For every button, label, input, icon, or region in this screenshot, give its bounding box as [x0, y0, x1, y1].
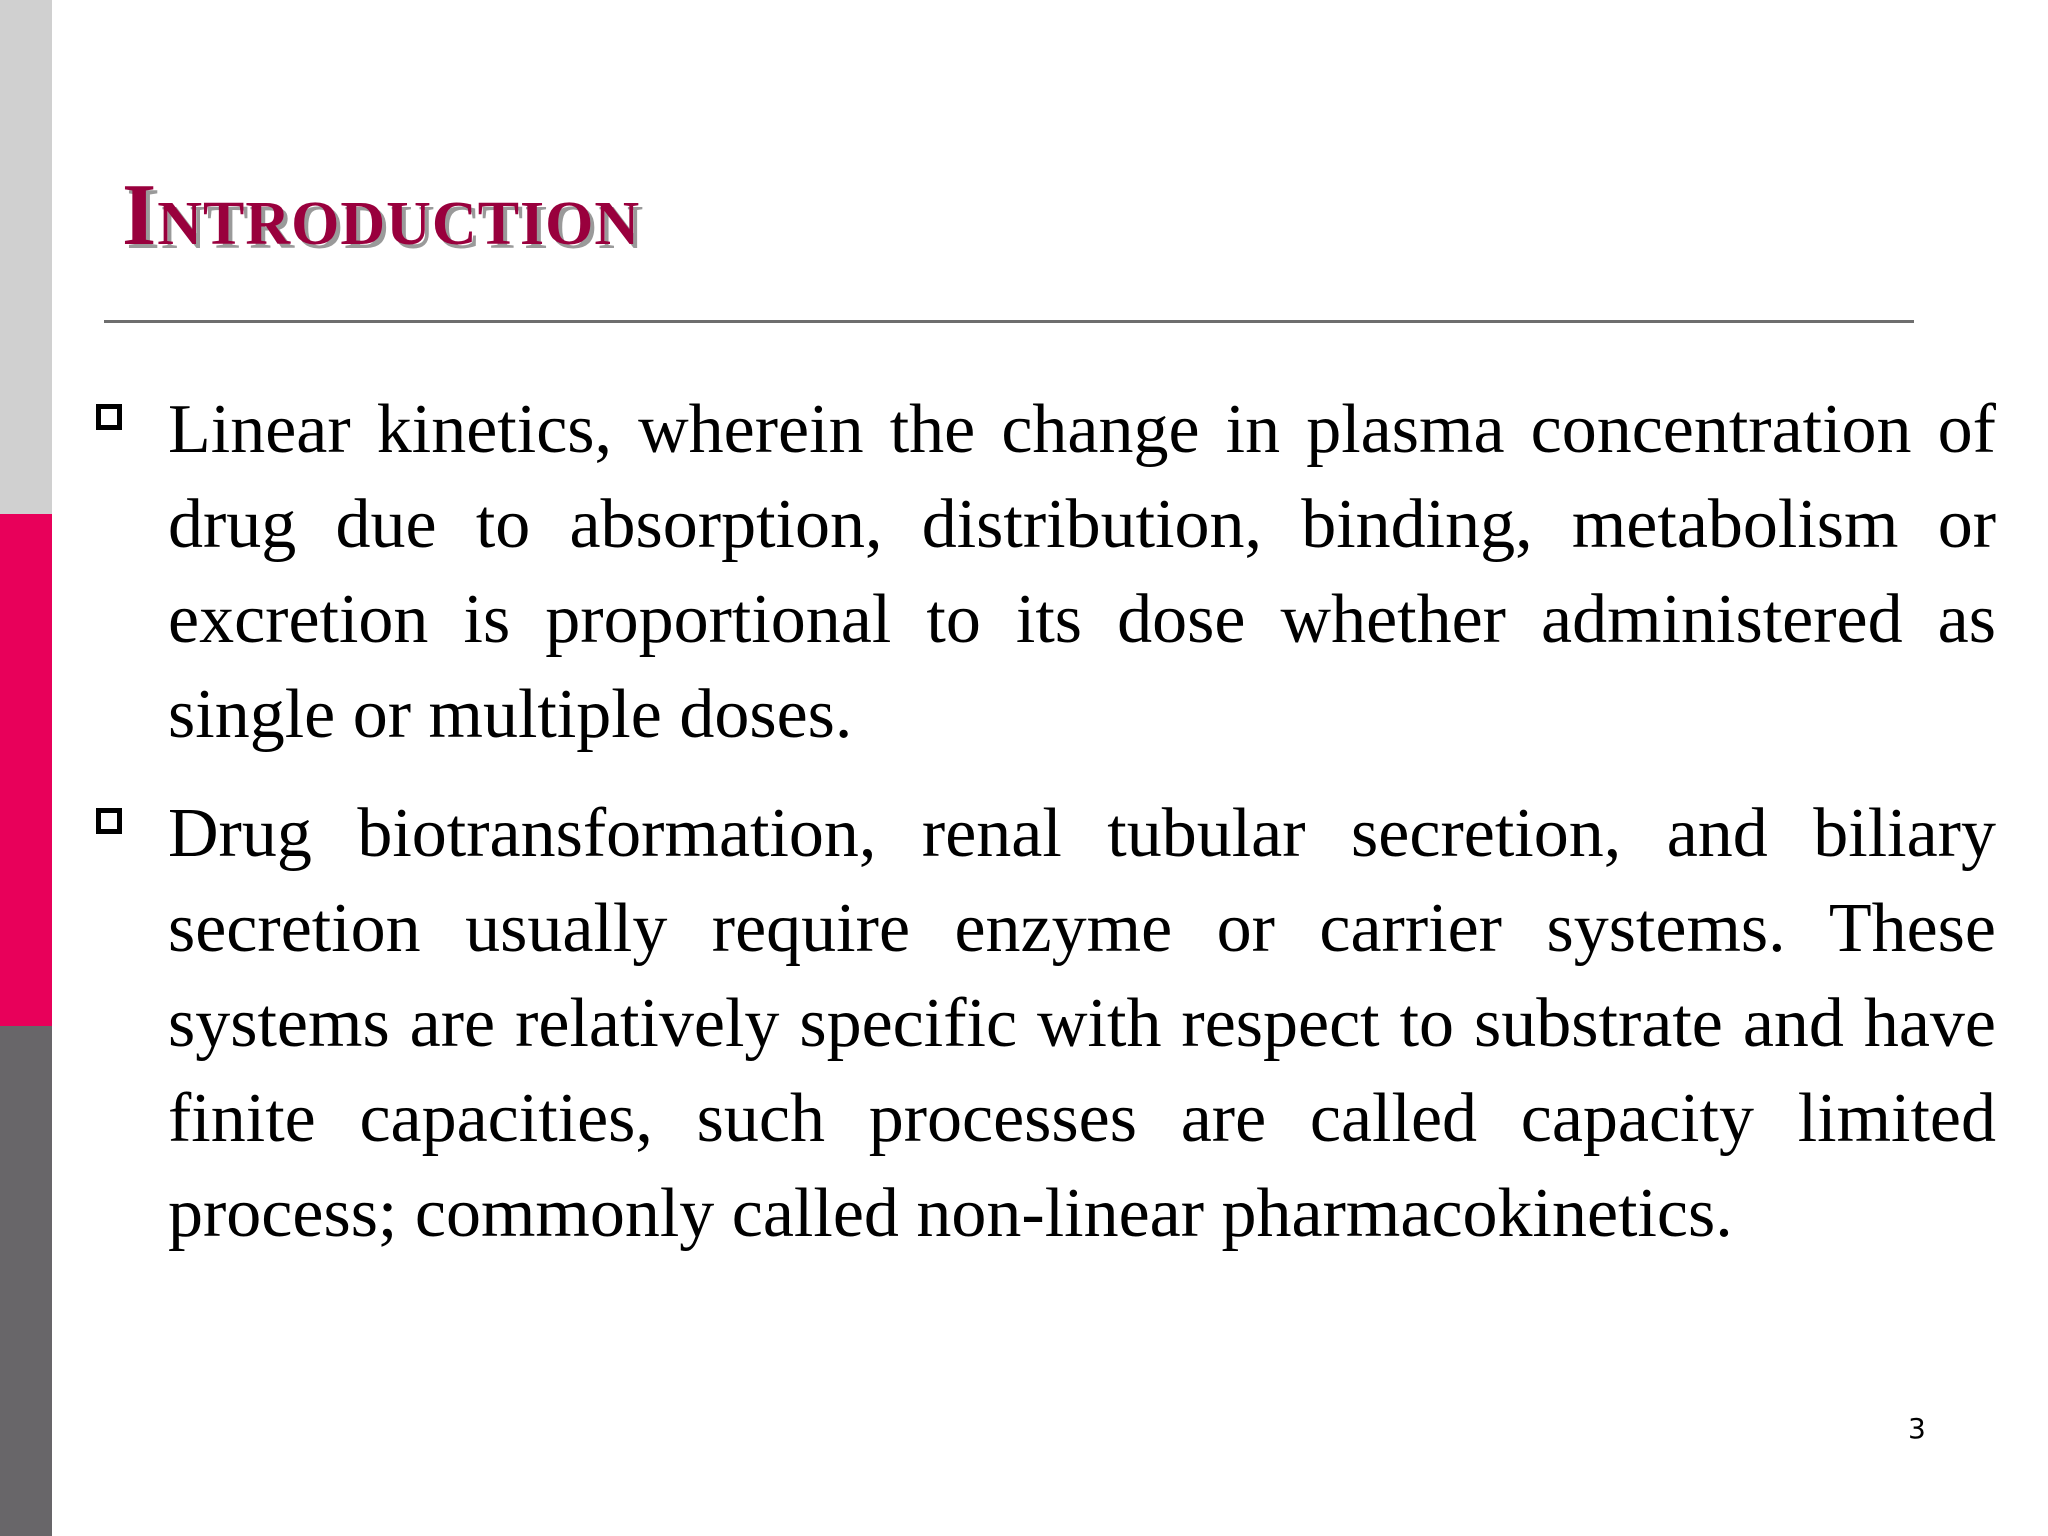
side-bar-top-segment — [0, 0, 52, 514]
page-number: 3 — [1908, 1412, 1926, 1445]
square-bullet-icon — [96, 808, 122, 834]
title-divider — [104, 320, 1914, 323]
bullet-list — [96, 382, 1996, 1285]
bullet-item — [96, 382, 1996, 762]
bullet-text: Linear kinetics, wherein the change in plasma concentration of drug due to absorption, distribution, binding, metabolism or excretion is proportional to its dose whether administered as single or multiple doses. — [168, 391, 1996, 753]
side-bar-bottom-segment — [0, 1026, 52, 1536]
square-bullet-icon — [96, 404, 122, 430]
side-bar-middle-segment — [0, 514, 52, 1026]
bullet-item — [96, 786, 1996, 1261]
slide-title: Introduction — [122, 167, 641, 264]
bullet-text: Drug biotransformation, renal tubular secretion, and biliary secretion usually require enzyme or carrier systems. These systems are relatively specific with respect to substrate and have finite capacities, such processes are called capacity limited process; commonly called non-linear pharmacokinetics. — [168, 795, 1996, 1252]
side-accent-bar — [0, 0, 52, 1536]
